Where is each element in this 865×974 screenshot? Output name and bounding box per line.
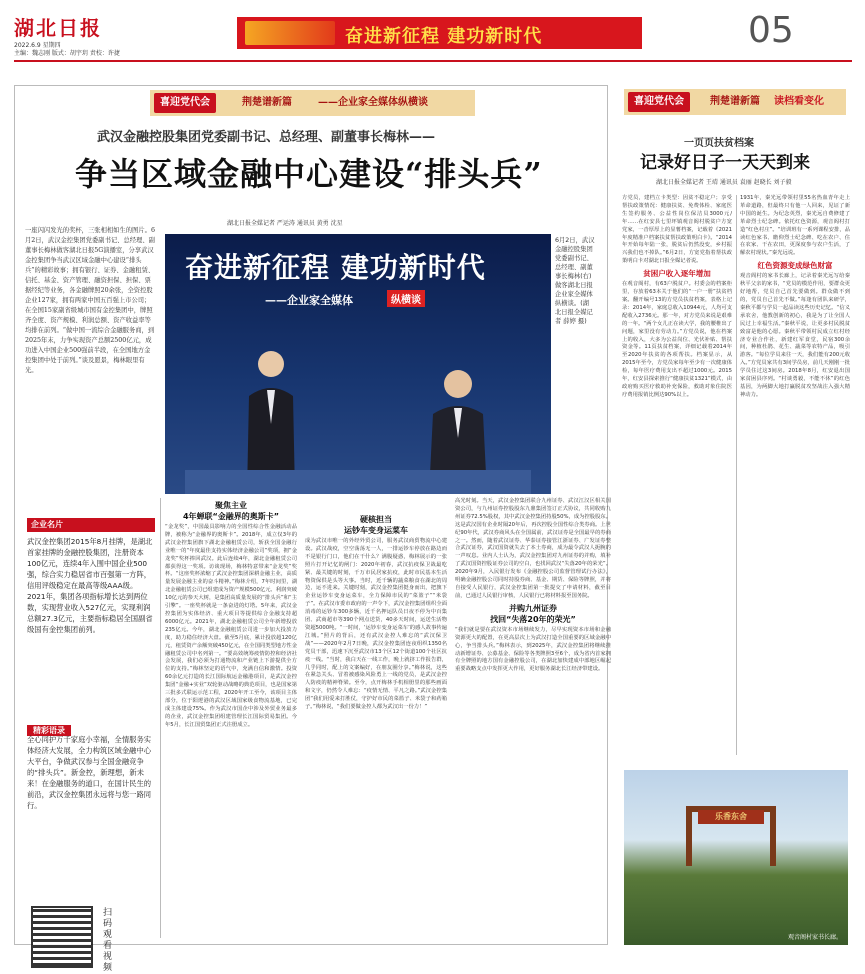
right-column-divider	[736, 195, 737, 755]
article-column-3	[455, 498, 611, 674]
gate-sign: 乐香东舍	[698, 810, 764, 824]
subhead-truck: 硬核担当 运钞车变身运菜车	[344, 515, 408, 535]
banner-decoration	[245, 21, 335, 45]
right-banner-tag-chapter: 荆楚谱新篇	[710, 96, 760, 107]
village-photo-caption: 观音阁村家书长廊。	[787, 934, 842, 941]
column-3-text: 高光时刻。当天，武汉金控集团联合九州证券、武汉江汉区相关国资公司，与九州证券控股股东九鼎集团签订正式协议，共同收购九州证券72.5%股权，其中武汉金控集团持股50%，成为控股股东。这是武汉国有企业时隔20年后，再次控股全国性综合类券商。上世纪90年代，武汉券商风头在全国属前，武汉证券是全国最早的券商之一。然而，随着武汉证券、华泰证券接管江浙证券、广发证券整合武汉证券，武汉国资就失去了本土券商，成为最令武汉人扼腕的一声叹息。业内人士认为，武汉金控集团对九州证券的并购，填补了武汉国资控股证券公司的空白，也找回武汉“失落20年的荣光”。2020年9月，入民银行发布《金融控股公司监督管理试行办法》，明确金融控股公司同时持股券商、基金、期货、保险等牌照，并将自接受人民银行，武汉金控集团第一批提交了申请材料，截至目前，已通过人民银行审核，人民银行已将材料报至国务院。	[455, 498, 611, 599]
article-column-1	[165, 498, 297, 730]
right-banner-tag-party: 喜迎党代会	[628, 92, 690, 112]
masthead-rule	[14, 60, 852, 62]
banner-tag-chapter: 荆楚谱新篇	[242, 97, 292, 108]
article-kicker: 武汉金融控股集团党委副书记、总经理、副董事长梅林——	[97, 130, 436, 145]
qr-label: 扫码观看视频	[103, 908, 113, 973]
qr-code[interactable]	[31, 906, 93, 968]
article-column-2	[305, 498, 447, 712]
right-kicker: 一页页扶贫档案	[684, 138, 754, 149]
right-subhead-income: 贫困户收入逐年增加	[643, 269, 711, 279]
right-byline: 湖北日报全媒记者 王靖 通讯员 袁丽 赵晓长 刘子毅	[656, 179, 792, 186]
column-1-text: “金龙奖”，中国最具影响力的全国性综合性金融活动品牌，被称为“金融界的奥斯卡”。2018年，成立仅3年的武汉金控集团旗下湖北金融租赁公司，斩获全国金融行业唯一的“年度最佳支持实体经济金融公司”奖项，拥“金龙奖”奖杯捧回武汉。此后连续4年，湖北金融租赁公司都获得这一奖项。访谈现场，梅林特意带来“金龙奖”奖杯。“这座奖杯浓缩了武汉金控集团深耕金融主业，高质量发展金融主业的奋斗精神。”梅林介绍，7年时间里，湖北金融租赁公司已组建成为资产规模500亿元、利润突破10亿元的参天大树，是集团高质量发展的“排头兵”和“主引擎”。一座奖杯就是一条奋进的灯塔。5年来，武汉金控集团为实体经济、重大项目等提供综合金融支持超6000亿元。2021年，湖北金融租赁公司全年新增投放235亿元。今年，湖北金融租赁公司进一步加大投放力度，助力稳住经济大盘。截至5月底，累计投放超120亿元，租赁资产余额突破450亿元，在全国同类型地方性金融租赁公司中名列第一。“要高效统筹疫情防控和经济社会发展，我们必须为打通物流和产业链上下游提供全方位的支持。”梅林坚定的语气中，充满自信和激情。投资60余亿元打造的长江国际航运金融港项目，是武汉金控集团“金融+实业”双轮驱动战略的典范项目，也是国家第三批多式联运示范工程，2020年开工至今，该项目主体部分，位于阳逻港的武汉区域国家级食物流基地，已完成主体建设75%。作为武汉市国企中涉及外贸业务最多的企业，武汉金控集团组建管理长江国际贸易集团。今年5月，长江国贸集团正式注册成立。	[165, 524, 297, 728]
issue-date: 2022.6.9 星期四	[14, 42, 61, 49]
right-banner-tag-series: 读档看变化	[774, 96, 824, 107]
right-column-2	[740, 195, 850, 400]
masthead	[0, 0, 865, 62]
article-byline: 湖北日报全媒记者 严运涛 通讯员 黄勇 沈星	[227, 220, 343, 227]
photo-caption: 6月2日，武汉金融控股集团党委副书记、总经理、副董事长梅林(右)做客湖北日报企业家全媒体纵横谈。(湖北日报全媒记者 薛婷 摄)	[555, 237, 595, 325]
right-subhead-red: 红色资源变成绿色财富	[757, 261, 833, 271]
newspaper-logo: 湖北日报	[14, 16, 102, 40]
right-col1-text: 方党员，建档立卡类型：因贫不稳定户；享受帮扶政策情况：健康扶贫、免费体检、家庭医生签约服务、公益性岗位保洁员3000元/年……在红安县七里坪镇观音阁村脱贫户方宽党家，一沓厚厚上的显薯档案，记载着《2021年度精准户档案扶贫帮扶政策明白卡》。“2014年开始每年陆一张，脱贫后仍然没变，乡村振兴我们也不掉队。”6月2日，方宽党指着帮扶政策明白卡对湖北日报全媒记者说。	[622, 195, 732, 265]
interview-photo	[165, 234, 551, 494]
right-col2-text: 1931年，秦光远带领村里55名热血青年走上革命道路，但最终只有他一人回来，见证了新中国的诞生。为纪念英烈，秦光远自费修建了革命烈士纪念碑。依托红色资源，观音阁村打造“红色村庄”。“培训班有一系列课程安排，品读红色家书、瞻仰烈士纪念碑、吃在农户、住在农家、干在农田，更深度参与农户生活，了解农村现状。”秦光远说。	[740, 195, 850, 257]
right-column-1	[622, 195, 732, 400]
right-section-banner	[624, 89, 846, 115]
left-section-banner	[150, 90, 475, 116]
profile-heading: 企业名片	[27, 518, 155, 532]
village-photo	[624, 770, 848, 945]
photo-backdrop-badge: 纵横谈	[387, 290, 425, 307]
editor-line: 主编：魏志刚 版式：胡宇玥 责校：许捷	[14, 50, 120, 57]
left-article	[14, 85, 611, 973]
subhead-acquisition: 并购九州证券 找回“失落20年的荣光”	[490, 603, 576, 624]
page-number: 05	[748, 10, 794, 51]
photo-backdrop-text: 奋进新征程 建功新时代	[185, 251, 486, 284]
top-banner	[237, 17, 642, 49]
company-profile: 武汉金控集团2015年8月挂牌，是湖北首家挂牌的金融控股集团，注册资本100亿元，连续4年入围中国企业500强，综合实力稳居省市百强第一方阵，信用评级稳定在最高等级AAA级。2021年，集团各项指标增长达到两位数，实现营业收入527亿元，实现利润总额27.3亿元，主要指标稳居全国副省级国有金控集团前列。	[27, 537, 153, 634]
article-title: 争当区域金融中心建设“排头兵”	[75, 155, 543, 193]
studio-desk	[185, 470, 531, 494]
quote-text: 全心同护万千家庭小幸福，全情服务实体经济大发展，全力构筑区域金融中心大平台，争做武汉参与全国金融竞争的“排头兵”。新金控，新理想，新未来！在金融服务的道口，在国计民生的前沿，武汉金控集团永远将与您一路同行。	[27, 735, 152, 810]
banner-tag-series: ——企业家全媒体纵横谈	[318, 97, 428, 108]
quote-heading-label: 精彩语录	[27, 725, 71, 736]
photo-backdrop-sub: ——企业家全媒体	[265, 294, 353, 307]
column-2-text: 成为武汉市唯一的外经外贸公司，服务武汉商贸物流中心建设。武汉战疫，空空荡荡无一人，一排运钞车停放在路边而不是银行门口，他们在干什么？满腹疑惑，梅林展示的一张照片打开记忆的闸门：2020年初春，武汉抗疫保卫战最吃紧、最关键的时刻，千万市民居家抗疫，此时市民基本生活物资保供是头等大事。当时，近千辆的蔬菜粮食在湖北的周边，运不进来。关键时刻，武汉金控集团挺身而出，把旗下企业运钞车变身运菜车，全力保障市民的“菜篮子”“米袋子”。在武汉市委市政府的一声令下，武汉金控集团组织全面消毒的运钞车300多辆，近千名押运队员日夜不停为中百集团、武商超市等390个网点送货，40多天时间，运送生活物资超5000吨。“一时间，‘运钞车变身运菜车’的感人故事传遍江城。”照片的背后，还有武汉金控人难忘的“武汉保卫战”——2020年2月7日晚，武汉金控集团连夜组织1350名党员干部，迅速下沉至武汉市13个区12个街道100个社区抗疫一线。“当时，我白天在一线工作，晚上就挤工作报告群，几乎同时，配上的文案编好，在朋友圈分享。”梅林说，这些在紧急关头、冒着被感染风险勇上一线的党员，是武汉金控人防疫的精神脊梁。至今，点开梅林手机相册里的那些画面和文字，仍然令人难忘：“疫情无情、平凡之路。”武汉金控集团“我们用爱来打胜仗，守护好市民的菜篮子、米袋子和药箱子。”梅林说，“我们要做金控人都为武汉出一份力！”	[305, 538, 447, 711]
right-title: 记录好日子一天天到来	[640, 153, 810, 173]
right-col1b-text: 在观音阁村，有63户脱贫户。村委会的档案柜里，存放着63本关于他们的“一户一册”扶贫档案。翻开编号13的方党员扶贫档案，表格上记录：2014年，家庭总收入10944元，人均可支配收入2736元。那一年，对方党员来说是艰难的一年。“两个女儿正在读大学，我的腰椎出了问题，家里没有劳动力。”方党员说，他在档案上的收入，大多为公益岗位、光伏补贴、帮扶资金等。11页扶贫档案，详细记载着2014年至2020年扶贫的各项帮扶。档案显示，从2015年至今，方党员家每年至少有一次健康体检，每年医疗费用支出不超过1000元。2015年，红安县探索推行“健康扶贫1321”模式，由政府购买医疗救助补充保险，救助对象住院医疗费用报销比例达90%以上。	[622, 281, 732, 398]
column-3-text-b: “我们就是要在武汉资本市场继续发力，尽早实现资本市场和金融资源更大的配置，在更高层次上为武汉打造全国重要的区域金融中心，争当排头兵。”梅林表示，到2025年，武汉金控集团将继续推动新增证券、公募基金、保险等各类牌照3至6个，成为省内首家拥有全牌照的地方国有金融控股公司，在湖北加快建成中部地区崛起重要战略支点中发挥更大作用，更好服务湖北长江经济带建设。	[455, 626, 611, 673]
right-col2b-text: 观音阁村的家书长廊上，记录着秦光远写给秦秋平父亲的家书，“党员的模范作用，要群众更好地帮，党员自己首先要做到。群众做不到的，党员自己首先不做。”每逢有团队来研学，秦秋平都与学员一起品读这些历史记忆。“信义承农舍，他教创新的初心，我是为了让全国人民过上幸福生活。”秦秋平说，让更多村民脱贫致富是他的心愿。秦秋平带领村民成立红村经济专业合作社，新建红军食堂，民宿300余间，种植杜鹃、花生、蔬菜等农特产品，吸引游客。“每位学员来往一天，我们能有200元收入。”方党员家共有3间学员房，前几天刚刚一批学员住过这3间房。2018年8月，红安退出国家贫困县序列。“村谈勇毅，不能不休”的红色基因，为两脚大地打赢脱贫攻坚战注入强大精神动力。	[740, 273, 850, 398]
top-banner-text: 奋进新征程 建功新时代	[345, 26, 543, 47]
subhead-focus: 聚焦主业 4年蝉联“金融界的奥斯卡”	[182, 501, 280, 521]
column-divider	[160, 498, 161, 938]
article-intro: 一座闪闪发光的奖杯，三张相相如生的图片。6月2日，武汉金控集团党委副书记、总经理、副董事长梅林做客湖北日报5G演播室，分享武汉金控集团争当武汉区域金融中心建设“排头兵”的精彩故事；拥有银行、证券、金融租赁、信托、基金、资产管理、融资担保、担保、票据经纪等业务，各金融牌照20余张，全资控股企业127家，拥有两家中国五百强上市公司；在全国15家副省级城市国有金控集团中，牌照齐全度、资产规模、利润总额、资产收益率等均排在前列。“做中国一流综合金融服务商，到2025年末，力争实现资产总额2500亿元，成功进入中国企业500强前半段，在全国地方金控集团中处于前列。”谈及愿景，梅林眼里有光。	[25, 227, 155, 374]
banner-tag-party: 喜迎党代会	[154, 93, 216, 113]
